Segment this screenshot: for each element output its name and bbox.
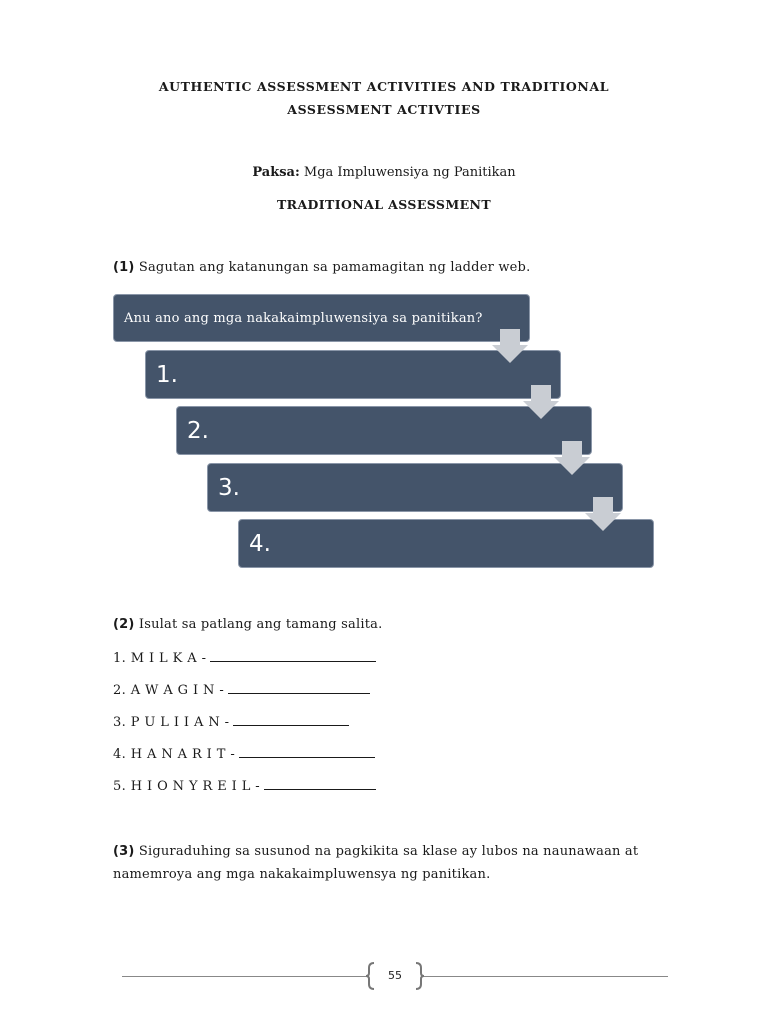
topic-label: Paksa:	[252, 165, 300, 180]
question-3	[113, 840, 683, 886]
answer-blank[interactable]	[210, 649, 376, 662]
ladder-question-box: Anu ano ang mga nakakaimpluwensiya sa panitikan?	[113, 294, 530, 342]
down-arrow-icon	[585, 497, 621, 531]
word-item-label: 3. P U L I I A N -	[113, 715, 230, 730]
word-item-4	[113, 745, 375, 762]
page-number: 55	[388, 969, 402, 982]
word-item-1	[113, 649, 376, 666]
answer-blank[interactable]	[239, 745, 375, 758]
footer-divider-right	[423, 976, 668, 977]
section-subtitle: TRADITIONAL ASSESSMENT	[276, 197, 492, 212]
answer-blank[interactable]	[228, 681, 370, 694]
question-1-number: (1)	[113, 260, 135, 275]
question-2	[113, 617, 382, 632]
question-1	[113, 260, 530, 275]
topic-value: Mga Impluwensiya ng Panitikan	[303, 165, 516, 180]
word-item-3	[113, 713, 349, 730]
down-arrow-icon	[492, 329, 528, 363]
answer-blank[interactable]	[264, 777, 376, 790]
word-item-label: 2. A W A G I N -	[113, 683, 225, 698]
question-2-number: (2)	[113, 617, 135, 632]
question-1-text: Sagutan ang katanungan sa pamamagitan ng ladder web.	[138, 260, 531, 275]
ladder-step-1: 1.	[145, 350, 561, 399]
right-brace-icon	[414, 962, 424, 990]
document-title-line-2: ASSESSMENT ACTIVTIES	[287, 102, 481, 117]
answer-blank[interactable]	[233, 713, 349, 726]
down-arrow-icon	[523, 385, 559, 419]
document-title-line-1: AUTHENTIC ASSESSMENT ACTIVITIES AND TRADITIONAL	[158, 79, 610, 94]
word-item-2	[113, 681, 370, 698]
word-item-label: 1. M I L K A -	[113, 651, 207, 666]
word-item-label: 5. H I O N Y R E I L -	[113, 779, 261, 794]
footer-divider-left	[122, 976, 367, 977]
ladder-step-2: 2.	[176, 406, 592, 455]
question-3-number: (3)	[113, 844, 135, 859]
ladder-step-4: 4.	[238, 519, 654, 568]
question-3-text: Siguraduhing sa susunod na pagkikita sa klase ay lubos na naunawaan at namemroya ang mga nakakaimpluwensya ng panitikan.	[113, 844, 639, 882]
ladder-step-3: 3.	[207, 463, 623, 512]
question-2-text: Isulat sa patlang ang tamang salita.	[138, 617, 383, 632]
topic-line	[0, 165, 768, 180]
down-arrow-icon	[554, 441, 590, 475]
word-item-label: 4. H A N A R I T -	[113, 747, 236, 762]
word-item-5	[113, 777, 376, 794]
